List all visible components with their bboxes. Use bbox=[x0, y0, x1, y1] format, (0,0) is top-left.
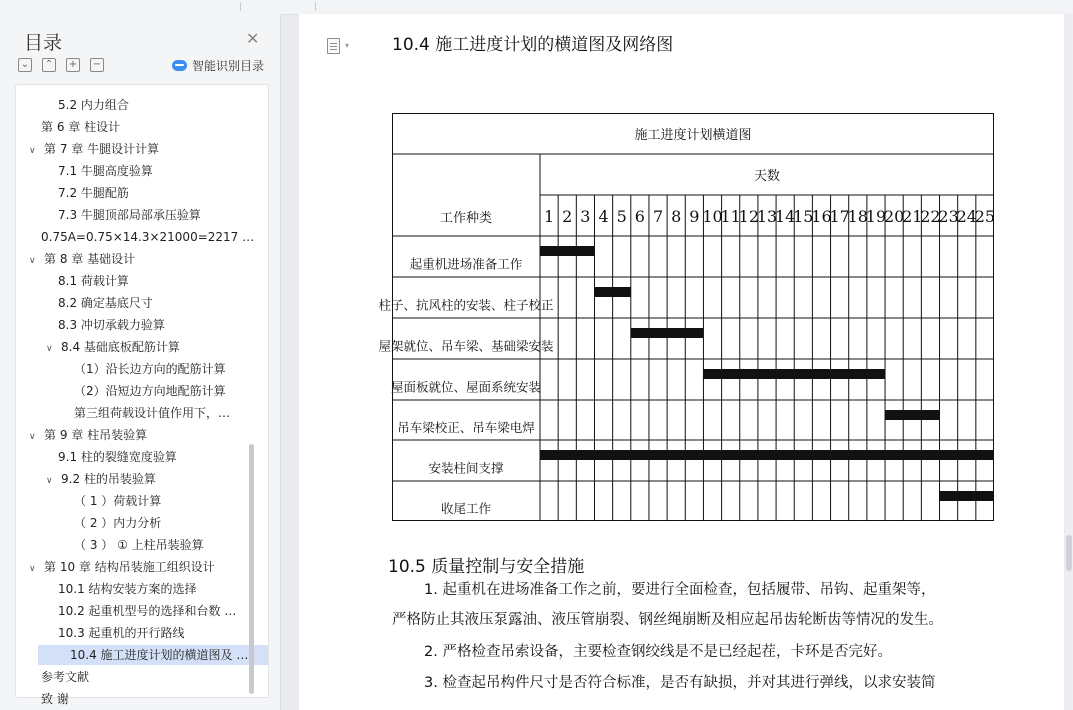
gantt-bar bbox=[540, 246, 594, 256]
toc-item-label: 10.1 结构安装方案的选择 bbox=[58, 582, 197, 596]
day-tick-label: 12 bbox=[738, 207, 760, 226]
day-tick-label: 17 bbox=[829, 207, 850, 226]
toc-item[interactable] bbox=[29, 557, 234, 577]
toc-item-label: 7.2 牛腿配筋 bbox=[58, 186, 129, 200]
day-tick-label: 13 bbox=[756, 207, 778, 226]
toc-item-label: 9.2 柱的吊装验算 bbox=[61, 472, 156, 486]
toc-item-label: 第 8 章 基础设计 bbox=[44, 252, 136, 266]
day-tick-label: 7 bbox=[652, 207, 664, 226]
toc-item[interactable] bbox=[29, 689, 234, 709]
chevron-down-icon[interactable]: ▾ bbox=[345, 41, 350, 50]
toc-item-label: 第 7 章 牛腿设计计算 bbox=[44, 142, 160, 156]
task-label: 安装柱间支撑 bbox=[428, 460, 504, 476]
chevron-down-icon[interactable]: ∨ bbox=[29, 146, 36, 156]
toc-item-label: 第 6 章 柱设计 bbox=[41, 120, 121, 134]
add-heading-icon[interactable]: + bbox=[66, 58, 80, 72]
toc-item[interactable] bbox=[62, 403, 234, 423]
toc-item[interactable] bbox=[46, 601, 237, 621]
toc-item-label: 8.1 荷载计算 bbox=[58, 274, 129, 288]
paragraph-line: 严格防止其液压泵露油、液压管崩裂、钢丝绳崩断及相应起吊齿轮断齿等情况的发生。 bbox=[392, 612, 943, 628]
toc-item-label: 8.3 冲切承载力验算 bbox=[58, 318, 165, 332]
toc-item-label: 10.3 起重机的开行路线 bbox=[58, 626, 185, 640]
toc-item[interactable] bbox=[62, 491, 234, 511]
task-label: 屋面板就位、屋面系统安装 bbox=[390, 379, 542, 395]
toc-item[interactable] bbox=[46, 337, 234, 357]
toc-item[interactable] bbox=[46, 205, 234, 225]
task-label: 起重机进场准备工作 bbox=[409, 256, 523, 272]
toc-item-label: 0.75A=0.75×14.3×21000=2217 … bbox=[41, 230, 255, 244]
chevron-down-icon[interactable]: ∨ bbox=[29, 564, 36, 574]
sidebar-title: 目录 bbox=[24, 32, 63, 54]
toc-item-label: 8.4 基础底板配筋计算 bbox=[61, 340, 180, 354]
ruler-tick bbox=[315, 2, 316, 11]
toc-item[interactable] bbox=[62, 513, 234, 533]
toc-item[interactable] bbox=[46, 623, 234, 643]
task-label: 吊车梁校正、吊车梁电焊 bbox=[397, 420, 535, 435]
gantt-bar bbox=[540, 450, 994, 460]
gantt-bar bbox=[631, 328, 704, 338]
section-heading-10-5: 10.5 质量控制与安全措施 bbox=[388, 557, 585, 577]
gantt-bar bbox=[594, 287, 630, 297]
toc-item-label: （ 1 ）荷载计算 bbox=[74, 494, 162, 508]
day-tick-label: 22 bbox=[920, 207, 941, 226]
day-tick-label: 24 bbox=[956, 207, 977, 226]
toc-item-label: 7.3 牛腿顶部局部承压验算 bbox=[58, 208, 201, 222]
toc-item-label: 第 9 章 柱吊装验算 bbox=[44, 428, 148, 442]
day-tick-label: 15 bbox=[793, 207, 814, 226]
chevron-down-icon[interactable]: ∨ bbox=[46, 476, 53, 486]
toc-item-label: 8.2 确定基底尺寸 bbox=[58, 296, 153, 310]
chevron-down-icon[interactable]: ∨ bbox=[29, 256, 36, 266]
toc-item[interactable] bbox=[46, 315, 234, 335]
top-toolbar-strip bbox=[0, 0, 1073, 15]
toc-item[interactable] bbox=[38, 645, 268, 665]
day-tick-label: 9 bbox=[689, 207, 700, 226]
toc-item[interactable] bbox=[46, 95, 234, 115]
smart-toc-label: 智能识别目录 bbox=[192, 59, 265, 73]
document-outline-icon[interactable] bbox=[327, 38, 340, 54]
toc-item-label: （2）沿短边方向地配筋计算 bbox=[74, 384, 226, 398]
vertical-scrollbar[interactable] bbox=[1065, 14, 1073, 710]
toc-item-label: 7.1 牛腿高度验算 bbox=[58, 164, 153, 178]
expand-all-icon[interactable]: ⌃ bbox=[42, 58, 56, 72]
task-label: 柱子、抗风柱的安装、柱子校正 bbox=[378, 297, 554, 313]
day-tick-label: 6 bbox=[634, 207, 645, 226]
toc-item-label: 5.2 内力组合 bbox=[58, 98, 129, 112]
section-heading-10-4: 10.4 施工进度计划的横道图及网络图 bbox=[392, 35, 674, 55]
toc-item-label: 第 10 章 结构吊装施工组织设计 bbox=[44, 560, 215, 574]
collapse-all-icon[interactable]: ⌄ bbox=[18, 58, 32, 72]
toc-item[interactable] bbox=[46, 161, 234, 181]
toc-item-label: （1）沿长边方向的配筋计算 bbox=[74, 362, 226, 376]
day-tick-label: 14 bbox=[774, 207, 796, 226]
chat-bubble-icon bbox=[172, 60, 187, 71]
toc-item[interactable] bbox=[62, 381, 234, 401]
paragraph-line: 3. 检查起吊构件尺寸是否符合标准，是否有缺损，并对其进行弹线，以求安装简 bbox=[424, 675, 936, 691]
toc-item-label: 10.2 起重机型号的选择和台数 … bbox=[58, 604, 237, 618]
smart-toc-button[interactable] bbox=[172, 57, 264, 74]
chevron-down-icon[interactable]: ∨ bbox=[46, 344, 53, 354]
toc-item[interactable] bbox=[46, 271, 234, 291]
day-tick-label: 8 bbox=[671, 207, 682, 226]
paragraph-line: 1. 起重机在进场准备工作之前，要进行全面检查，包括履带、吊钩、起重架等， bbox=[424, 582, 936, 598]
gantt-chart bbox=[378, 113, 996, 521]
day-tick-label: 2 bbox=[562, 207, 573, 226]
gantt-bar bbox=[885, 410, 939, 420]
day-tick-label: 11 bbox=[720, 207, 741, 226]
toc-item[interactable] bbox=[29, 227, 255, 247]
toc-item[interactable] bbox=[29, 425, 234, 445]
toc-item[interactable] bbox=[29, 249, 234, 269]
paragraph-line: 2. 严格检查吊索设备，主要检查钢绞线是不是已经起茬，卡环是否完好。 bbox=[424, 644, 892, 660]
toc-item[interactable] bbox=[46, 447, 234, 467]
toc-item[interactable] bbox=[46, 183, 234, 203]
toc-scrollbar[interactable] bbox=[249, 444, 254, 694]
toc-item[interactable] bbox=[29, 667, 234, 687]
toc-item-label: 参考文献 bbox=[41, 670, 90, 684]
gantt-bar bbox=[703, 369, 885, 379]
remove-heading-icon[interactable]: − bbox=[90, 58, 104, 72]
toc-item-label: 致 谢 bbox=[41, 692, 69, 706]
day-tick-label: 16 bbox=[811, 207, 832, 226]
day-tick-label: 1 bbox=[543, 207, 555, 226]
category-header: 工作种类 bbox=[439, 211, 493, 226]
toc-list bbox=[15, 84, 269, 706]
day-tick-label: 21 bbox=[902, 207, 923, 226]
day-tick-label: 10 bbox=[702, 207, 723, 226]
task-label: 收尾工作 bbox=[440, 501, 492, 516]
close-icon[interactable]: ✕ bbox=[246, 29, 260, 48]
toc-item[interactable] bbox=[46, 469, 234, 489]
toc-item[interactable] bbox=[29, 117, 234, 137]
toc-item-label: 第三组荷载设计值作用下，… bbox=[74, 406, 231, 420]
toc-item[interactable] bbox=[46, 579, 234, 599]
scrollbar-thumb[interactable] bbox=[1066, 535, 1072, 571]
days-header: 天数 bbox=[753, 169, 781, 184]
toc-sidebar bbox=[0, 14, 281, 710]
day-tick-label: 19 bbox=[865, 207, 887, 226]
day-tick-label: 20 bbox=[883, 207, 905, 226]
day-tick-label: 23 bbox=[938, 207, 959, 226]
toc-item-label: 9.1 柱的裂缝宽度验算 bbox=[58, 450, 177, 464]
day-tick-label: 5 bbox=[616, 207, 627, 226]
gantt-bar bbox=[940, 491, 994, 501]
toc-item-label: （ 2 ）内力分析 bbox=[74, 516, 162, 530]
task-label: 屋架就位、吊车梁、基础梁安装 bbox=[378, 338, 554, 354]
day-tick-label: 3 bbox=[580, 207, 591, 226]
toc-item-label: （ 3 ） ① 上柱吊装验算 bbox=[74, 538, 204, 552]
day-tick-label: 4 bbox=[598, 207, 609, 226]
toc-item-label: 10.4 施工进度计划的横道图及 … bbox=[70, 648, 249, 662]
day-tick-label: 25 bbox=[974, 207, 996, 226]
ruler-tick bbox=[240, 2, 241, 11]
chevron-down-icon[interactable]: ∨ bbox=[29, 432, 36, 442]
chart-title: 施工进度计划横道图 bbox=[634, 128, 752, 143]
toc-item[interactable] bbox=[46, 293, 234, 313]
toc-item[interactable] bbox=[62, 535, 234, 555]
toc-item[interactable] bbox=[29, 139, 234, 159]
toc-item[interactable] bbox=[62, 359, 234, 379]
day-tick-label: 18 bbox=[847, 207, 868, 226]
